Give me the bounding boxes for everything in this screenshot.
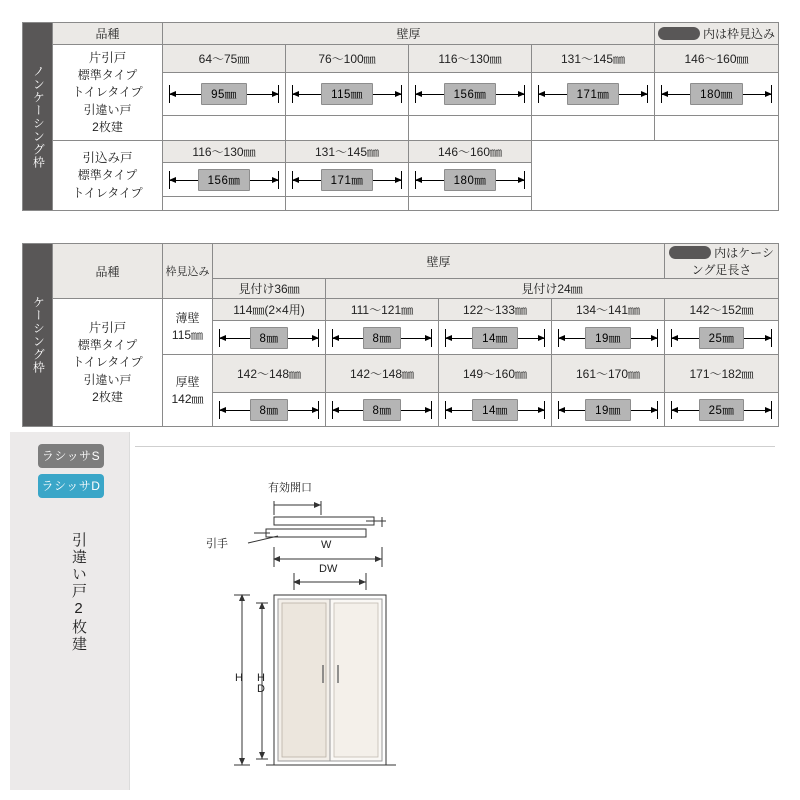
row-label-katahiki: 片引戸 標準タイプ トイレタイプ 引違い戸 2枚建 (53, 45, 163, 141)
t2-thin-cell-4 (665, 321, 779, 355)
value-pill: 8㎜ (363, 399, 402, 421)
value-pill: 180㎜ (690, 83, 743, 105)
legend-casing-length: 内はケーシング足長さ (665, 244, 779, 279)
label-dw: DW (319, 563, 338, 575)
t1r2-header-1: 131〜145㎜ (286, 141, 409, 163)
t1r1-header-0: 64〜75㎜ (163, 45, 286, 73)
value-pill: 156㎜ (198, 169, 251, 191)
t1r2-header-0: 116〜130㎜ (163, 141, 286, 163)
bottom-drawing-area (131, 432, 790, 790)
legend-pill-icon (658, 27, 700, 40)
diagram-svg (226, 487, 526, 777)
value-pill: 156㎜ (444, 83, 497, 105)
legend-pill-icon (669, 246, 711, 259)
value-pill: 19㎜ (585, 399, 631, 421)
table-non-casing-frame (22, 22, 779, 211)
t1r1-cell-1 (286, 72, 409, 115)
value-pill: 171㎜ (321, 169, 374, 191)
value-pill: 8㎜ (363, 327, 402, 349)
t1r1-cell-3 (532, 72, 655, 115)
header-wall-thickness-2: 壁厚 (213, 244, 665, 279)
label-effective-opening: 有効開口 (268, 482, 312, 494)
t2-thick-cell-1 (326, 393, 439, 427)
t1r2-cell-2 (409, 163, 532, 197)
header-wall-thickness: 壁厚 (163, 23, 655, 45)
t1r1-spacer-4 (655, 115, 779, 140)
t1r1-spacer-2 (409, 115, 532, 140)
t1r2-header-2: 146〜160㎜ (409, 141, 532, 163)
value-pill: 115㎜ (321, 83, 373, 105)
t2-thin-header-0: 114㎜(2×4用) (213, 299, 326, 321)
label-handle: 引手 (206, 538, 228, 550)
badge-lasissa-s[interactable]: ラシッサS (38, 444, 104, 468)
divider-line (135, 446, 775, 447)
t2-thin-header-1: 111〜121㎜ (326, 299, 439, 321)
t2-thick-header-0: 142〜148㎜ (213, 355, 326, 393)
t2-thick-cell-4 (665, 393, 779, 427)
table-casing-frame (22, 243, 779, 427)
cell-thin-wall: 薄壁 115㎜ (163, 299, 213, 355)
t1r2-spacer-1 (286, 197, 409, 211)
t2-thin-cell-3 (552, 321, 665, 355)
t2-thick-cell-3 (552, 393, 665, 427)
label-h: H (235, 672, 243, 684)
t1r2-cell-0 (163, 163, 286, 197)
t2-thick-header-1: 142〜148㎜ (326, 355, 439, 393)
t1r1-spacer-3 (532, 115, 655, 140)
t1r1-cell-4 (655, 72, 779, 115)
value-pill: 25㎜ (699, 327, 745, 349)
t2-thick-header-2: 149〜160㎜ (439, 355, 552, 393)
t1r1-spacer-0 (163, 115, 286, 140)
value-pill: 25㎜ (699, 399, 745, 421)
value-pill: 171㎜ (567, 83, 620, 105)
value-pill: 180㎜ (444, 169, 497, 191)
t2-thin-cell-2 (439, 321, 552, 355)
t2-thick-cell-2 (439, 393, 552, 427)
value-pill: 95㎜ (201, 83, 247, 105)
t2-thin-cell-1 (326, 321, 439, 355)
t1r2-spacer-2 (409, 197, 532, 211)
t2-thin-header-3: 134〜141㎜ (552, 299, 665, 321)
sliding-door-diagram (206, 482, 526, 777)
legend-frame-depth: 内は枠見込み (655, 23, 779, 45)
bottom-sidebar (10, 432, 130, 790)
t1r1-spacer-1 (286, 115, 409, 140)
t2-thin-header-4: 142〜152㎜ (665, 299, 779, 321)
t1r1-header-2: 116〜130㎜ (409, 45, 532, 73)
badge-lasissa-d[interactable]: ラシッサD (38, 474, 104, 498)
header-product: 品種 (53, 23, 163, 45)
t1r1-header-4: 146〜160㎜ (655, 45, 779, 73)
t2-thin-cell-0 (213, 321, 326, 355)
label-hd: HD (255, 672, 267, 694)
t2-thick-header-4: 171〜182㎜ (665, 355, 779, 393)
header-product-2: 品種 (53, 244, 163, 299)
value-pill: 8㎜ (250, 327, 289, 349)
t2-thick-cell-0 (213, 393, 326, 427)
cell-thick-wall: 厚壁 142㎜ (163, 355, 213, 427)
bottom-panel-title: 引違い戸2枚建 (70, 532, 87, 653)
t2-thin-header-2: 122〜133㎜ (439, 299, 552, 321)
row-label-casing-types: 片引戸 標準タイプ トイレタイプ 引違い戸 2枚建 (53, 299, 163, 427)
row-label-hikikomi: 引込み戸 標準タイプ トイレタイプ (53, 141, 163, 211)
side-header-non-casing: ノンケーシング枠 (23, 23, 53, 211)
t1r2-spacer-0 (163, 197, 286, 211)
t1r1-header-1: 76〜100㎜ (286, 45, 409, 73)
bottom-panel (10, 432, 790, 790)
t2-thick-header-3: 161〜170㎜ (552, 355, 665, 393)
header-mitsuke-24: 見付け24㎜ (326, 279, 779, 299)
t1r1-cell-0 (163, 72, 286, 115)
label-w: W (321, 539, 332, 551)
t1r2-cell-1 (286, 163, 409, 197)
side-header-casing: ケーシング枠 (23, 244, 53, 427)
value-pill: 8㎜ (250, 399, 289, 421)
t1r1-cell-2 (409, 72, 532, 115)
t1r2-empty (532, 141, 779, 211)
t1r1-header-3: 131〜145㎜ (532, 45, 655, 73)
header-frame-depth: 枠見込み (163, 244, 213, 299)
value-pill: 19㎜ (585, 327, 631, 349)
header-mitsuke-36: 見付け36㎜ (213, 279, 326, 299)
value-pill: 14㎜ (472, 327, 518, 349)
value-pill: 14㎜ (472, 399, 518, 421)
